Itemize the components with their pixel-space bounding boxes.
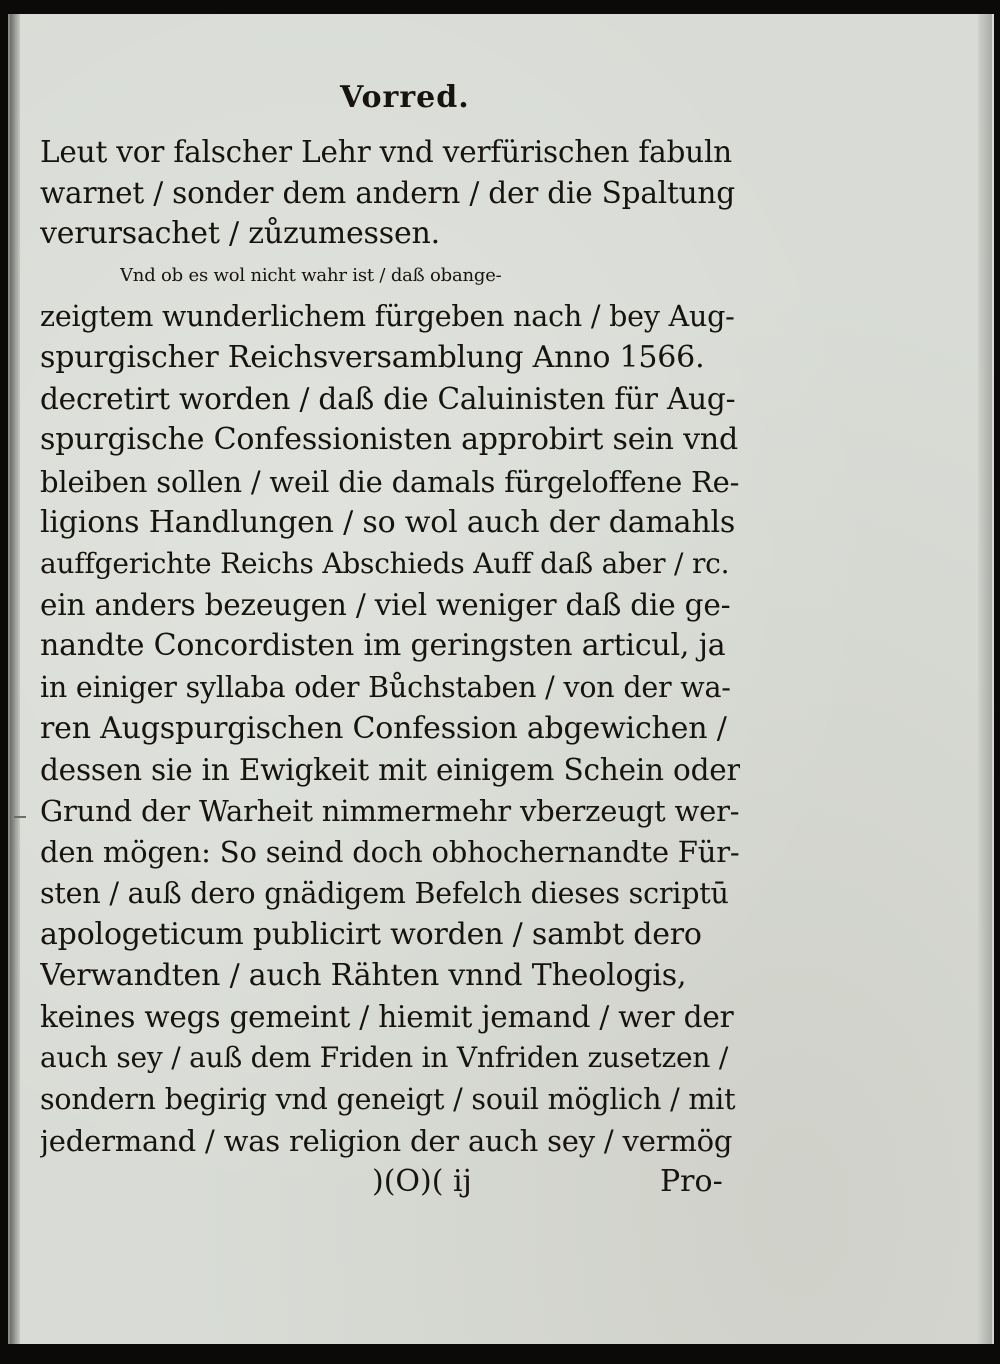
text-line: spurgischer Reichsversamblung Anno 1566.	[40, 340, 705, 375]
text-line: warnet / sonder dem andern / der die Spaltung	[40, 176, 735, 211]
text-line: apologeticum publicirt worden / sambt dero	[40, 916, 702, 952]
page-edge	[978, 14, 992, 1344]
text-line: den mögen: So seind doch obhochernandte Für-	[40, 835, 740, 870]
text-line: Verwandten / auch Rähten vnnd Theologis,	[40, 958, 687, 993]
text-line: keines wegs gemeint / hiemit jemand / wer der	[40, 1000, 734, 1035]
text-line: ligions Handlungen / so wol auch der damahls	[40, 504, 736, 540]
text-line: auch sey / auß dem Friden in Vnfriden zusetzen /	[40, 1041, 729, 1075]
text-line: decretirt worden / daß die Caluinisten für Aug-	[40, 382, 736, 417]
text-line: sondern begirig vnd geneigt / souil möglich / mit	[40, 1082, 736, 1116]
text-line: bleiben sollen / weil die damals fürgeloffene Re-	[40, 464, 740, 499]
running-title: Vorred.	[340, 80, 470, 115]
text-line: Leut vor falscher Lehr vnd verfürischen fabuln	[40, 135, 732, 169]
text-line: sten / auß dero gnädigem Befelch dieses scriptū	[40, 876, 729, 910]
text-line: auffgerichte Reichs Abschieds Auff daß aber / rc.	[40, 547, 730, 580]
text-line: Grund der Warheit nimmermehr vberzeugt wer-	[40, 794, 740, 829]
text-line: dessen sie in Ewigkeit mit einigem Schein oder	[40, 753, 740, 787]
signature-mark: )(O)( ij	[372, 1164, 472, 1199]
text-line: Vnd ob es wol nicht wahr ist / daß obange-	[120, 264, 502, 286]
binding-gutter	[10, 14, 20, 1344]
text-line: ein anders bezeugen / viel weniger daß die ge-	[40, 588, 731, 623]
text-line: jedermand / was religion der auch sey / vermög	[40, 1123, 733, 1158]
text-line: nandte Concordisten im geringsten articul, ja	[40, 628, 726, 664]
text-line: verursachet / zůzumessen.	[40, 216, 440, 252]
catchword: Pro-	[660, 1164, 723, 1199]
text-line: zeigtem wunderlichem fürgeben nach / bey Aug-	[40, 299, 735, 333]
text-line: in einiger syllaba oder Bůchstaben / von der wa-	[40, 670, 731, 704]
margin-mark	[14, 816, 26, 818]
text-line: ren Augspurgischen Confession abgewichen /	[40, 710, 727, 746]
text-line: spurgische Confessionisten approbirt sein vnd	[40, 422, 738, 458]
